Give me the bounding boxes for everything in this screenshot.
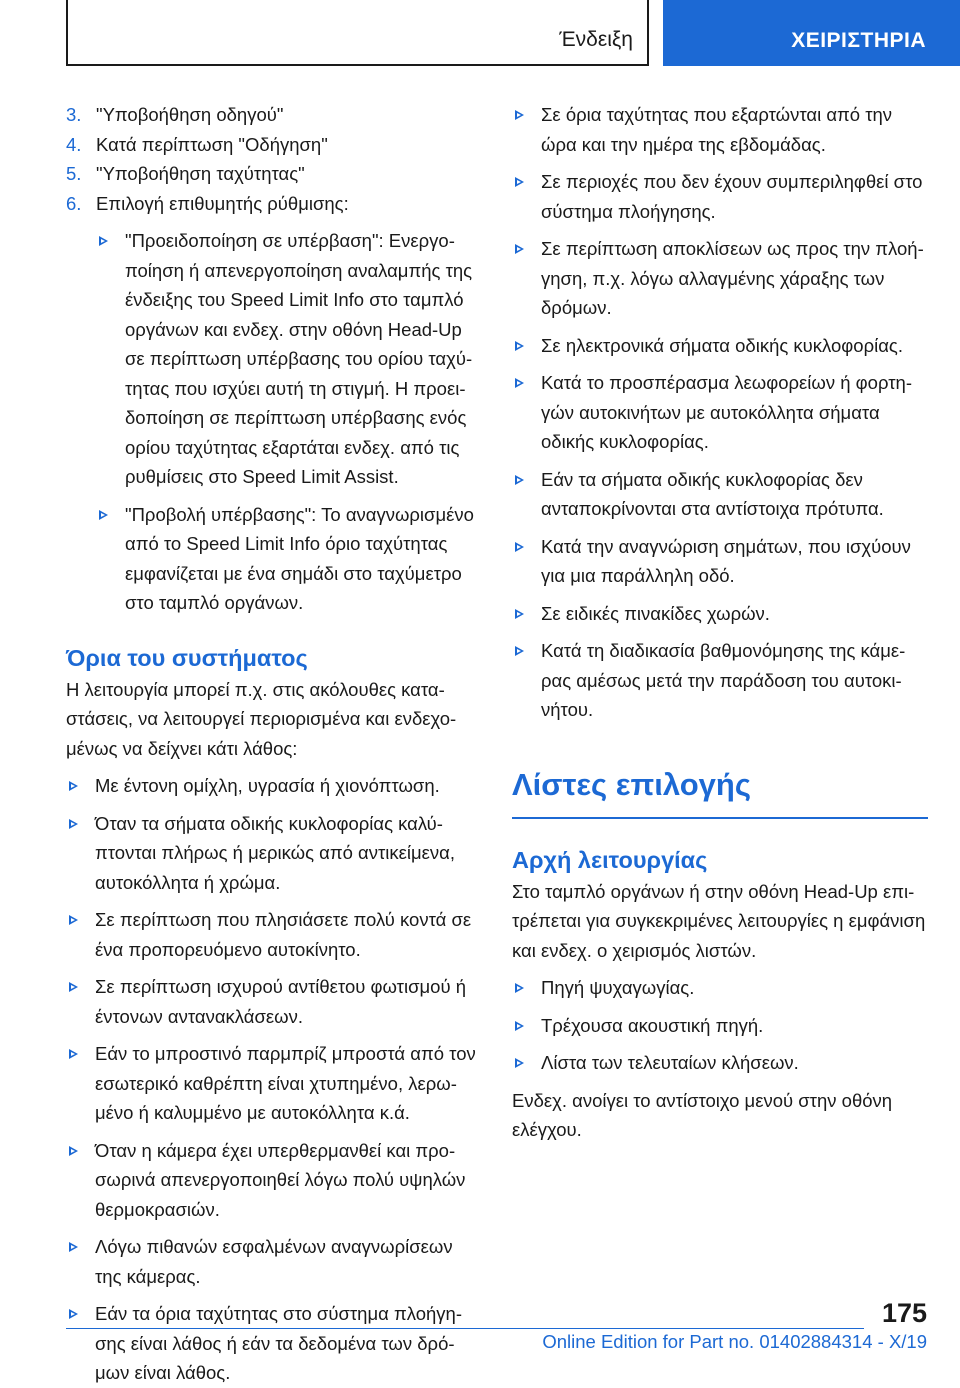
bullet-arrow-icon	[66, 1232, 95, 1291]
sub-intro: Στο ταμπλό οργάνων ή στην οθόνη Head-Up επιτρέπεται για συγκεκριμένες λειτουργίες η εμφάνιση και ενδεχ. ο χειρισμός λιστών.	[512, 880, 926, 961]
list-item-text: Σε ειδικές πινακίδες χωρών.	[541, 602, 770, 624]
list-item	[66, 905, 478, 964]
bullet-arrow-icon	[96, 500, 125, 618]
list-item-text: Εάν το μπροστινό παρμπρίζ μπροστά από τον εσωτερικό καθρέπτη είναι χτυπημένο, λερωμένο ή καλυμμένο με αυτοκόλλητα κ.ά.	[95, 1043, 476, 1123]
list-item	[512, 167, 928, 226]
list-item-text: Κατά την αναγνώριση σημάτων, που ισχύουν για μια παράλληλη οδό.	[541, 535, 911, 586]
list-item	[66, 972, 478, 1031]
list-item-text: Λόγω πιθανών εσφαλμένων αναγνωρίσεων της κάμερας.	[95, 1236, 453, 1287]
main-heading: Λίστες επιλογής	[512, 765, 928, 819]
list-item-text: Κατά το προσπέρασμα λεωφορείων ή φορτηγών αυτοκινήτων με αυτοκόλλητα σήματα οδικής κυκλοφορίας.	[541, 372, 912, 452]
step-number: 4.	[66, 133, 82, 155]
left-column	[66, 100, 478, 1388]
list-item	[512, 599, 928, 629]
sub-heading: Αρχή λειτουργίας	[512, 846, 708, 873]
step-item	[66, 159, 478, 189]
bullet-arrow-icon	[66, 771, 95, 801]
bullet-arrow-icon	[512, 1011, 541, 1041]
list-item	[512, 331, 928, 361]
bullet-arrow-icon	[66, 972, 95, 1031]
bullet-arrow-icon	[66, 1136, 95, 1225]
step-number: 5.	[66, 163, 82, 184]
bullet-arrow-icon	[512, 100, 541, 159]
sub-bullet-list	[66, 226, 478, 618]
list-item	[512, 368, 928, 457]
list-item	[512, 465, 928, 524]
list-item-text: Όταν η κάμερα έχει υπερθερμανθεί και προσωρινά απενεργοποιηθεί λόγω πολύ υψηλών θερμοκρασιών.	[95, 1139, 466, 1220]
list-item	[512, 636, 928, 725]
page-number: 175	[881, 1298, 927, 1328]
limits-list	[66, 771, 478, 1388]
chapter-tab	[663, 0, 960, 66]
list-item-text: Σε περίπτωση που πλησιάσετε πολύ κοντά σε ένα προπορευόμενο αυτοκίνητο.	[95, 909, 472, 960]
step-text: Κατά περίπτωση "Οδήγηση"	[96, 133, 328, 155]
list-item	[96, 226, 478, 492]
list-item-text: Λίστα των τελευταίων κλήσεων.	[541, 1052, 799, 1073]
list-item	[66, 1039, 478, 1128]
list-item-text: Σε περιοχές που δεν έχουν συμπεριληφθεί στο σύστημα πλοήγησης.	[541, 171, 923, 222]
list-item-text: Πηγή ψυχαγωγίας.	[541, 977, 695, 998]
step-item	[66, 130, 478, 160]
bullet-arrow-icon	[512, 636, 541, 725]
section-tab	[66, 0, 649, 66]
bullet-arrow-icon	[512, 331, 541, 361]
step-item	[66, 100, 478, 130]
section-intro: Η λειτουργία μπορεί π.χ. στις ακόλουθες καταστάσεις, να λειτουργεί περιορισμένα και ενδεχομένως να δείχνει κάτι λάθος:	[66, 678, 457, 759]
step-item	[66, 189, 478, 219]
closing-text: Ενδεχ. ανοίγει το αντίστοιχο μενού στην οθόνη ελέγχου.	[512, 1089, 893, 1140]
bullet-arrow-icon	[512, 234, 541, 323]
step-number: 6.	[66, 192, 82, 214]
right-column	[512, 100, 928, 1145]
list-item	[512, 1048, 928, 1078]
bullet-arrow-icon	[512, 532, 541, 591]
bullet-arrow-icon	[512, 973, 541, 1003]
list-item-text: Σε περίπτωση ισχυρού αντίθετου φωτισμού ή έντονων αντανακλάσεων.	[95, 976, 466, 1027]
list-item-text: Εάν τα όρια ταχύτητας στο σύστημα πλοήγησης είναι λάθος ή εάν τα δεδομένα των δρόμων είναι λάθος.	[95, 1303, 462, 1383]
bullet-arrow-icon	[512, 167, 541, 226]
list-item	[66, 809, 478, 898]
list-item	[512, 100, 928, 159]
list-item	[66, 771, 478, 801]
step-number: 3.	[66, 104, 82, 125]
bullet-arrow-icon	[512, 368, 541, 457]
footer-divider	[66, 1328, 864, 1329]
bullet-arrow-icon	[66, 1039, 95, 1128]
list-item-text: Σε περίπτωση αποκλίσεων ως προς την πλοήγηση, π.χ. λόγω αλλαγμένης χάραξης των δρόμων.	[541, 238, 924, 318]
list-item-text: "Προβολή υπέρβασης": Το αναγνωρισμένο από το Speed Limit Info όριο ταχύτητας εμφανίζεται με ένα σημάδι στο ταχύμετρο στο ταμπλό οργάνων.	[125, 503, 474, 613]
list-item	[512, 1011, 928, 1041]
list-item-text: Κατά τη διαδικασία βαθμονόμησης της κάμερας αμέσως μετά την παράδοση του αυτοκινήτου.	[541, 640, 906, 720]
chapter-label: ΧΕΙΡΙΣΤΗΡΙΑ	[791, 29, 926, 52]
list-item	[512, 532, 928, 591]
list-item-text: Σε όρια ταχύτητας που εξαρτώνται από την ώρα και την ημέρα της εβδομάδας.	[541, 104, 893, 155]
bullet-arrow-icon	[512, 1048, 541, 1078]
step-text: Επιλογή επιθυμητής ρύθμισης:	[96, 192, 349, 214]
limits-list-continued	[512, 100, 928, 725]
bullet-arrow-icon	[66, 905, 95, 964]
list-item-text: Σε ηλεκτρονικά σήματα οδικής κυκλοφορίας.	[541, 334, 903, 356]
section-label: Ένδειξη	[559, 28, 633, 51]
list-item-text: Με έντονη ομίχλη, υγρασία ή χιονόπτωση.	[95, 775, 440, 796]
list-item-text: Τρέχουσα ακουστική πηγή.	[541, 1014, 764, 1036]
lists-list	[512, 973, 928, 1078]
list-item	[512, 973, 928, 1003]
bullet-arrow-icon	[512, 465, 541, 524]
list-item	[66, 1232, 478, 1291]
step-text: "Υποβοήθηση οδηγού"	[96, 104, 284, 125]
edition-footer: Online Edition for Part no. 01402884314 - X/19	[542, 1331, 927, 1352]
bullet-arrow-icon	[512, 599, 541, 629]
list-item-text: Εάν τα σήματα οδικής κυκλοφορίας δεν ανταποκρίνονται στα αντίστοιχα πρότυπα.	[541, 468, 884, 519]
list-item-text: "Προειδοποίηση σε υπέρβαση": Ενεργοποίηση ή απενεργοποίηση αναλαμπής της ένδειξης του Speed Limit Info στο ταμπλό οργάνων και ενδεχ. στην οθόνη Head-Up σε περίπτωση υπέρβασης του ορίου ταχύτητας που ισχύει αυτή τη στιγμή. Η προειδοποίηση σε περίπτωση υπέρβασης ενός ορίου ταχύτητας εξαρτάται ενδεχ. από τις ρυθμίσεις στο Speed Limit Assist.	[125, 230, 473, 487]
section-heading: Όρια του συστήματος	[66, 644, 308, 671]
bullet-arrow-icon	[66, 809, 95, 898]
list-item	[512, 234, 928, 323]
list-item	[96, 500, 478, 618]
step-text: "Υποβοήθηση ταχύτητας"	[96, 163, 305, 184]
bullet-arrow-icon	[96, 226, 125, 492]
page-header	[0, 0, 960, 66]
list-item-text: Όταν τα σήματα οδικής κυκλοφορίας καλύπτονται πλήρως ή μερικώς από αντικείμενα, αυτοκόλλητα ή χρώμα.	[95, 812, 456, 893]
list-item	[66, 1136, 478, 1225]
